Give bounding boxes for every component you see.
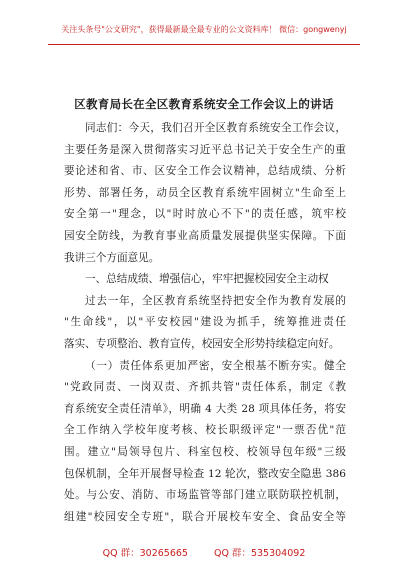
body-line: 主要任务是深入贯彻落实习近平总书记关于安全生产的重 — [64, 143, 346, 156]
body-line: （一）责任体系更加严密，安全根基不断夯实。健全 — [85, 359, 346, 372]
header-banner: 关注头条号"公文研究"，获得最新最全最专业的公文资料库！ 微信：gongwenyj — [61, 25, 347, 34]
body-line: 全工作纳入学校年度考核、校长职级评定"一票否优"范 — [64, 424, 346, 437]
body-line: "生命线"，以"平安校园"建设为抓手，统筹推进责任 — [64, 316, 346, 329]
body-line: 形势、部署任务，动员全区教育系统牢固树立"生命至上 — [64, 186, 346, 199]
body-line: 安全第一"理念，以"时时放心不下"的责任感，筑牢校 — [64, 208, 346, 221]
body-line: 过去一年，全区教育系统坚持把安全作为教育发展的 — [85, 294, 346, 307]
body-line: 处。与公安、消防、市场监管等部门建立联防联控机制， — [64, 489, 346, 502]
body-line: 育系统安全责任清单》，明确 4 大类 28 项具体任务，将安 — [64, 402, 346, 415]
document-title: 区教育局长在全区教育系统安全工作会议上的讲话 — [74, 97, 334, 111]
body-line: 我讲三个方面意见。 — [64, 251, 160, 264]
body-line: 落实、专项整治、教育宣传，校园安全形势持续稳定向好。 — [64, 337, 340, 350]
body-line: "党政同责、一岗双责、齐抓共管"责任体系，制定《教 — [64, 381, 346, 394]
body-line: 包保机制，全年开展督导检查 12 轮次，整改安全隐患 386 — [64, 467, 346, 480]
footer-qq-group-1: QQ 群：30265665 — [102, 548, 188, 559]
body-line: 同志们：今天，我们召开全区教育系统安全工作会议， — [85, 122, 346, 134]
document-body — [64, 118, 346, 528]
footer — [0, 545, 408, 559]
section-heading: 一、总结成绩、增强信心，牢牢把握校园安全主动权 — [85, 273, 329, 286]
footer-qq-group-2: QQ 群：535304092 — [213, 548, 306, 559]
body-line: 组建"校园安全专班"，联合开展校车安全、食品安全等 — [64, 510, 346, 523]
body-line: 要论述和省、市、区安全工作会议精神，总结成绩、分析 — [64, 165, 346, 178]
body-line: 围。建立"局领导包片、科室包校、校领导包年级"三级 — [64, 445, 346, 458]
body-line: 园安全防线，为教育事业高质量发展提供坚实保障。下面 — [64, 229, 346, 242]
header-divider — [48, 44, 360, 45]
